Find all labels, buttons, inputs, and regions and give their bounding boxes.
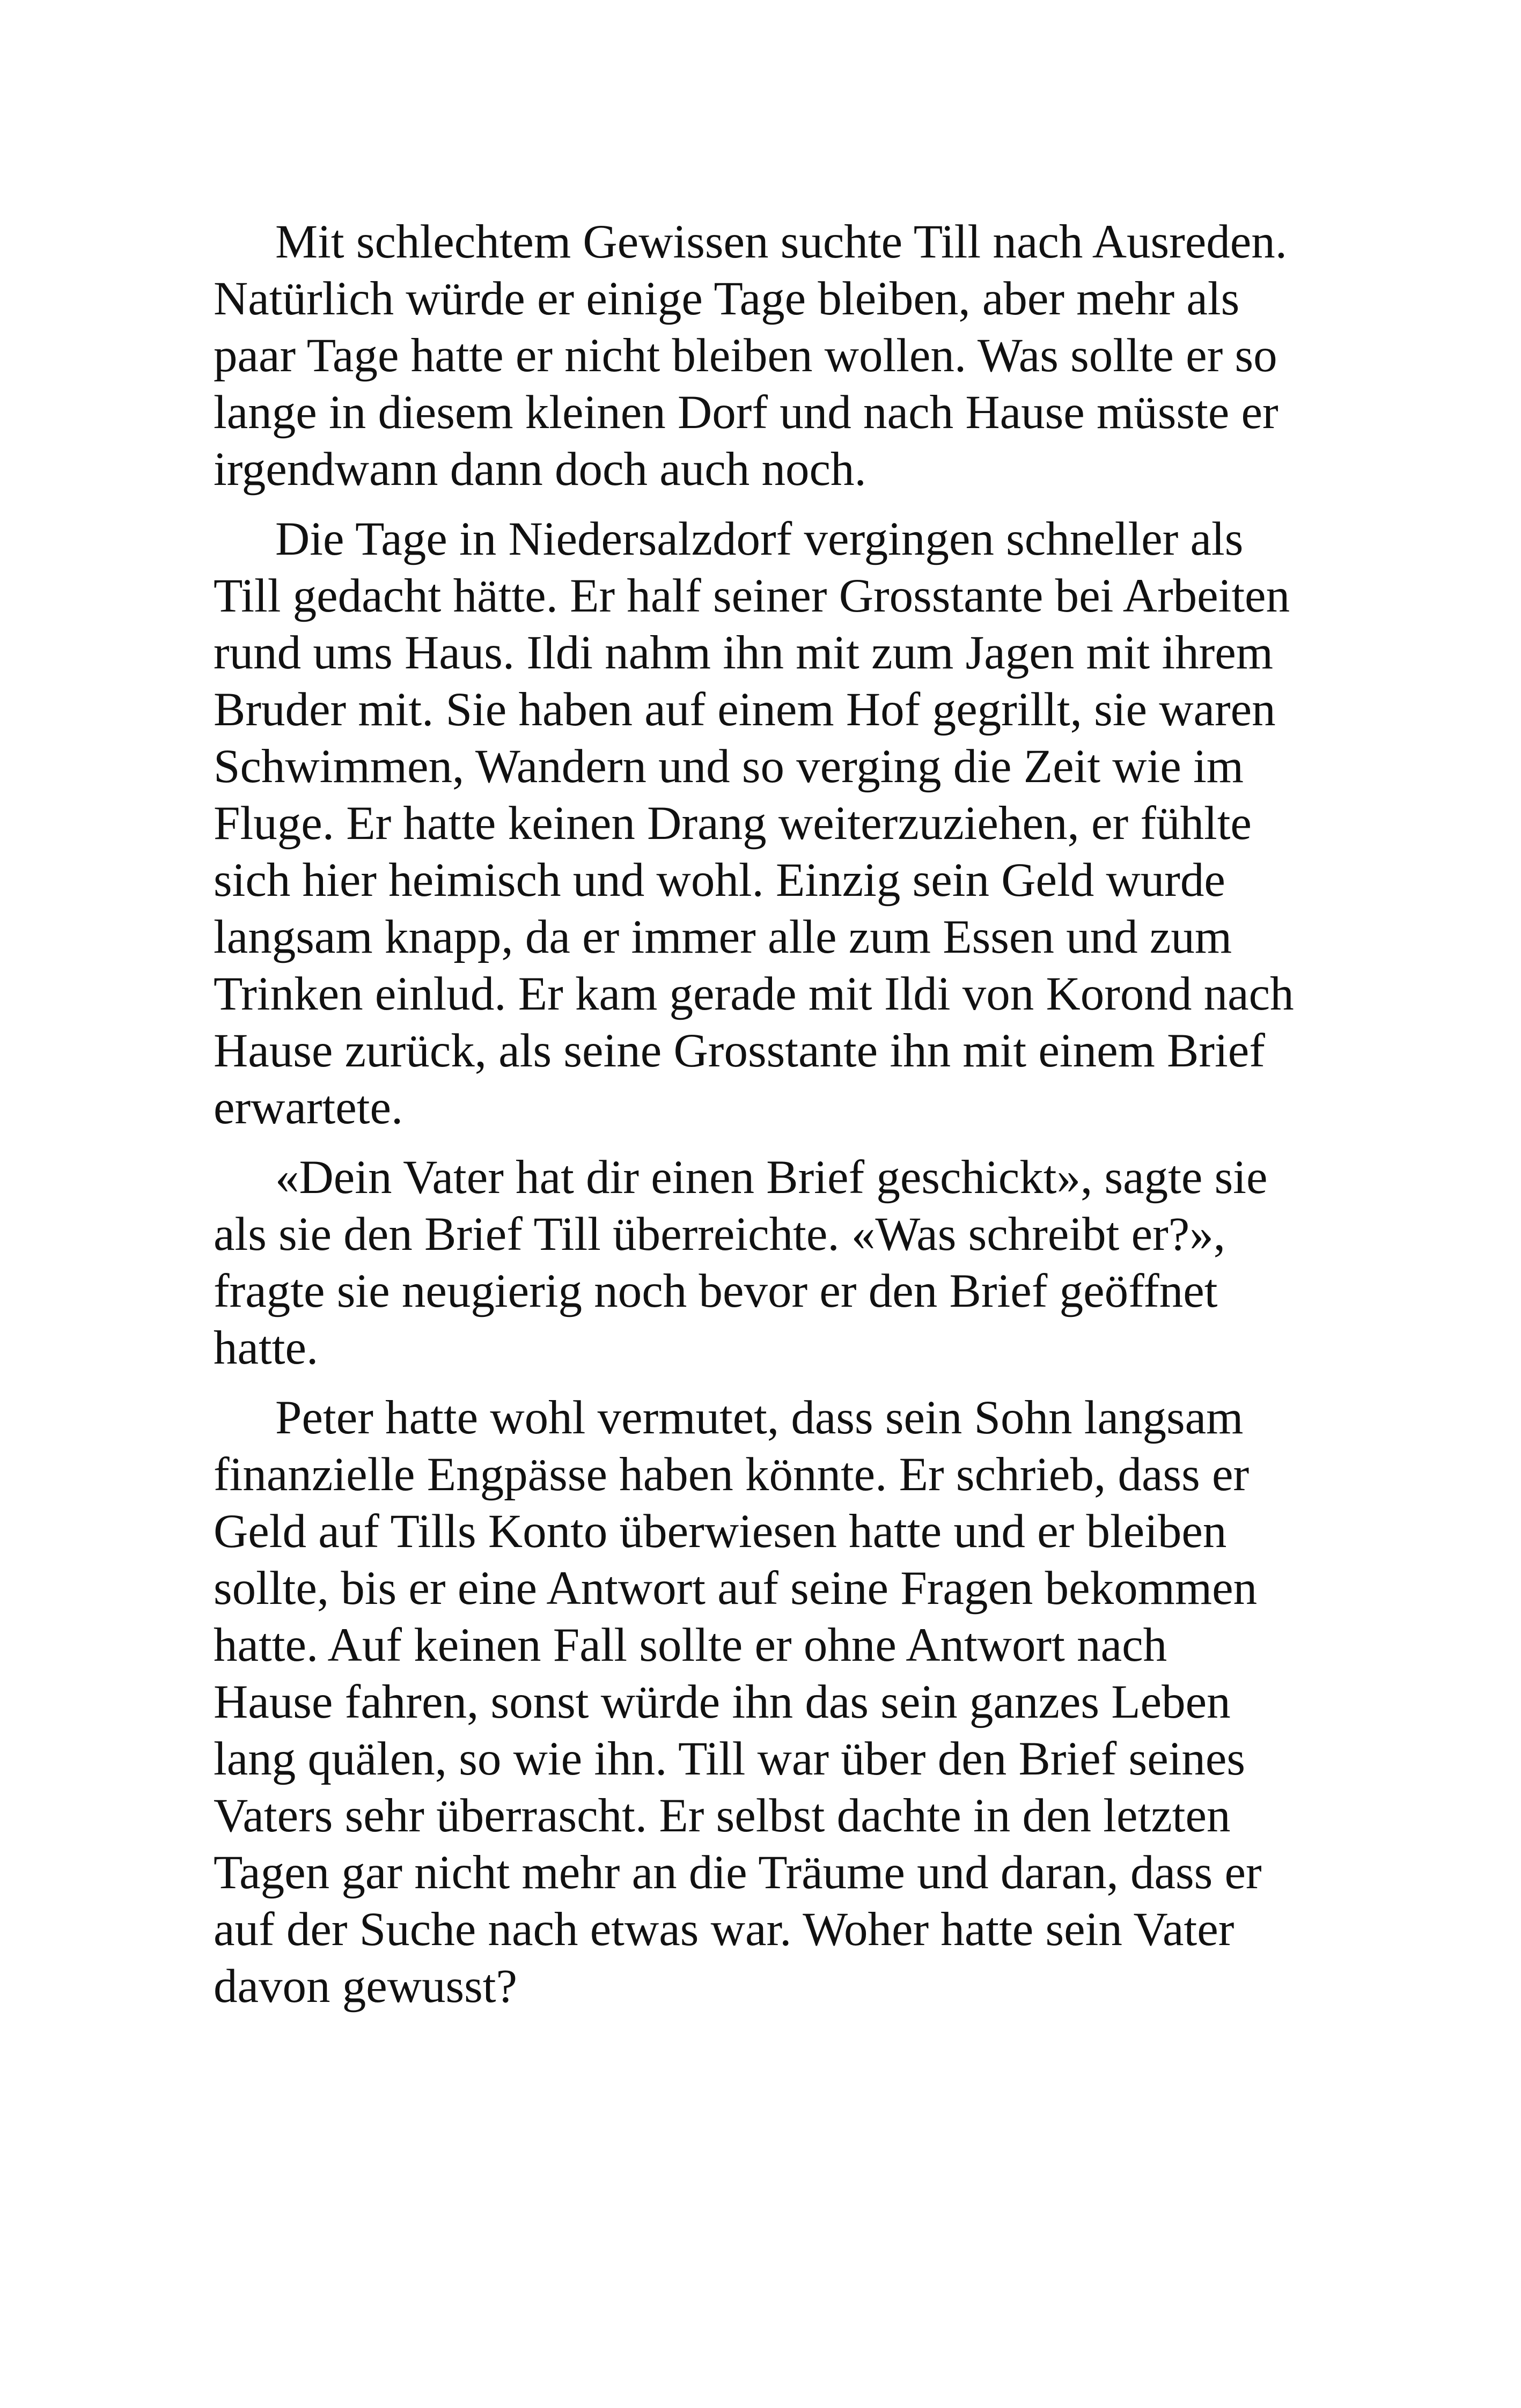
text-line: sich hier heimisch und wohl. Einzig sein Geld wurde [214,854,1225,907]
text-line: paar Tage hatte er nicht bleiben wollen. Was sollte er so [214,329,1277,382]
text-line: sollte, bis er eine Antwort auf seine Fragen bekommen [214,1562,1258,1615]
text-line: hatte. [214,1322,319,1374]
text-line: davon gewusst? [214,1960,518,2013]
text-line: Till gedacht hätte. Er half seiner Grosstante bei Arbeiten [214,570,1290,622]
text-line: irgendwann dann doch auch noch. [214,443,866,496]
text-line: Hause fahren, sonst würde ihn das sein ganzes Leben [214,1676,1231,1728]
text-line: Geld auf Tills Konto überwiesen hatte und er bleiben [214,1505,1227,1558]
text-line: als sie den Brief Till überreichte. «Was schreibt er?», [214,1208,1226,1261]
text-line: hatte. Auf keinen Fall sollte er ohne Antwort nach [214,1619,1167,1671]
text-line: Die Tage in Niedersalzdorf vergingen schneller als [275,513,1244,565]
text-line: Fluge. Er hatte keinen Drang weiterzuziehen, er fühlte [214,797,1252,850]
text-line: Tagen gar nicht mehr an die Träume und daran, dass er [214,1846,1262,1899]
text-line: erwartete. [214,1081,403,1134]
text-line: Trinken einlud. Er kam gerade mit Ildi von Korond nach [214,968,1294,1020]
text-line: rund ums Haus. Ildi nahm ihn mit zum Jagen mit ihrem [214,627,1274,679]
body-text [214,213,1329,2028]
paragraph [214,511,1329,1136]
text-line: lang quälen, so wie ihn. Till war über den Brief seines [214,1733,1246,1785]
text-line: finanzielle Engpässe haben könnte. Er schrieb, dass er [214,1448,1250,1501]
text-line: Hause zurück, als seine Grosstante ihn mit einem Brief [214,1025,1265,1077]
text-line: Vaters sehr überrascht. Er selbst dachte in den letzten [214,1790,1231,1842]
text-line: fragte sie neugierig noch bevor er den Brief geöffnet [214,1265,1218,1317]
text-line: lange in diesem kleinen Dorf und nach Hause müsste er [214,386,1278,439]
text-line: Peter hatte wohl vermutet, dass sein Sohn langsam [275,1391,1244,1444]
text-line: Bruder mit. Sie haben auf einem Hof gegrillt, sie waren [214,683,1276,736]
text-line: «Dein Vater hat dir einen Brief geschickt», sagte sie [275,1151,1268,1204]
text-line: langsam knapp, da er immer alle zum Essen und zum [214,911,1232,963]
paragraph [214,213,1329,498]
paragraph [214,1389,1329,2015]
text-line: Schwimmen, Wandern und so verging die Zeit wie im [214,740,1244,793]
text-line: Natürlich würde er einige Tage bleiben, aber mehr als [214,273,1240,325]
paragraph [214,1149,1329,1376]
text-line: Mit schlechtem Gewissen suchte Till nach Ausreden. [275,216,1288,268]
text-line: auf der Suche nach etwas war. Woher hatte sein Vater [214,1903,1235,1956]
